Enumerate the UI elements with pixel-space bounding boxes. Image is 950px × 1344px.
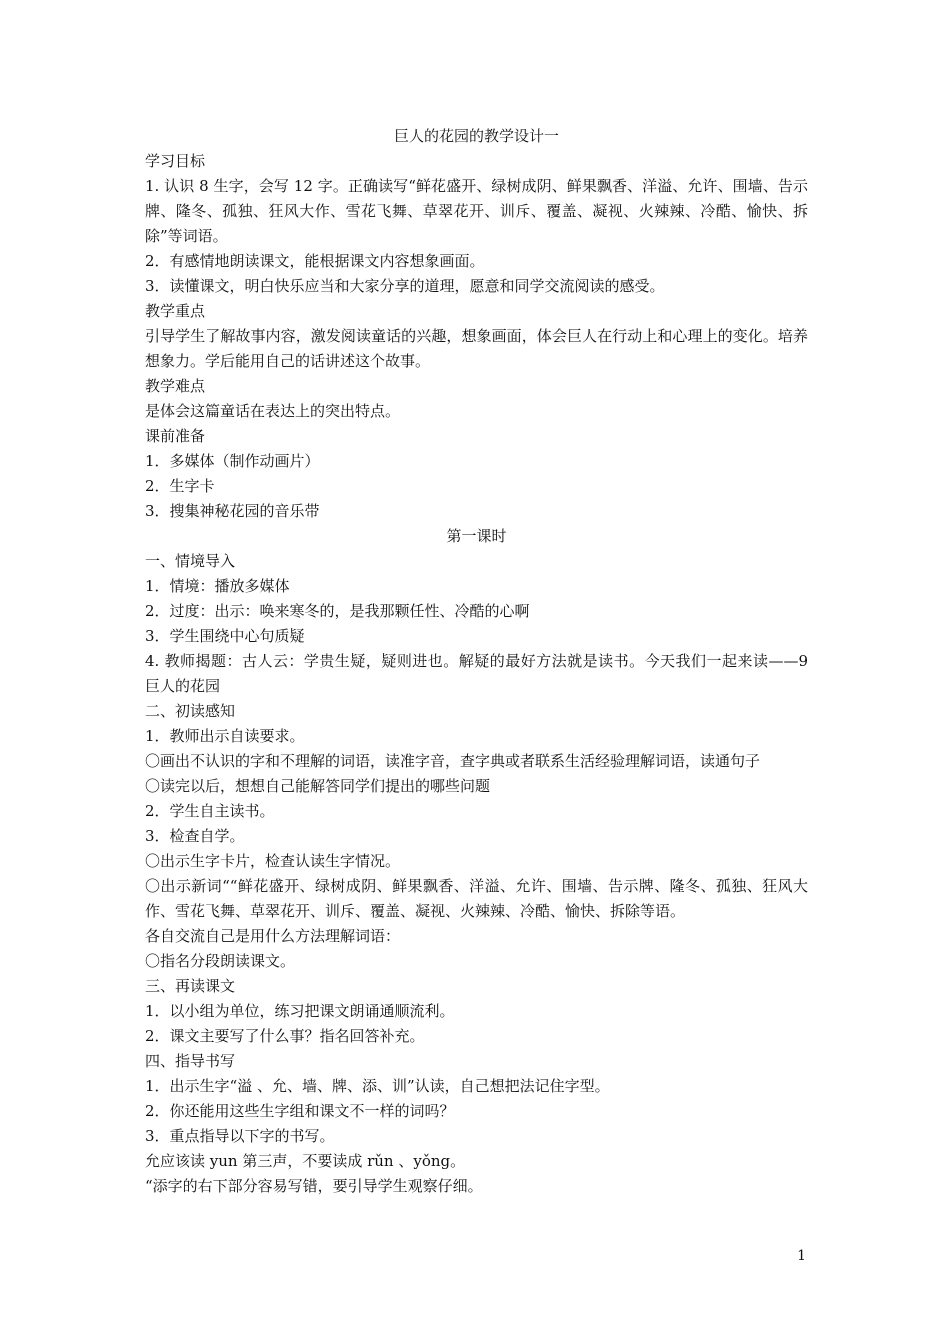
text-line: 1．情境：播放多媒体 — [145, 577, 290, 595]
text-line: 〇指名分段朗读课文。 — [145, 952, 296, 970]
text-line: 教学难点 — [145, 377, 206, 395]
text-line: “添字的右下部分容易写错，要引导学生观察仔细。 — [145, 1177, 483, 1195]
text-line: 2．学生自主读书。 — [145, 802, 275, 820]
text-line: 3．检查自学。 — [145, 827, 245, 845]
text-line: 2．有感情地朗读课文，能根据课文内容想象画面。 — [145, 252, 485, 270]
text-line: 4. 教师揭题：古人云：学贵生疑，疑则进也。解疑的最好方法就是读书。今天我们一起来读——9 巨人的花园 — [145, 652, 813, 695]
text-line: 学习目标 — [145, 152, 206, 170]
page-number: 1 — [797, 1248, 806, 1264]
text-line: 3．读懂课文，明白快乐应当和大家分享的道理，愿意和同学交流阅读的感受。 — [145, 277, 665, 295]
text-line: 三、再读课文 — [145, 977, 236, 995]
text-line: 1. 认识 8 生字，会写 12 字。正确读写“鲜花盛开、绿树成阴、鲜果飘香、洋溢、允许、围墙、告示牌、隆冬、孤独、狂风大作、雪花飞舞、草翠花开、训斥、覆盖、凝视、火辣辣、冷酷、愉快、拆除”等词语。 — [145, 177, 808, 245]
text-line: 教学重点 — [145, 302, 206, 320]
text-line: 〇读完以后，想想自己能解答同学们提出的哪些问题 — [145, 777, 491, 795]
text-line: 允应该读 yun 第三声，不要读成 rǔn 、yǒng。 — [145, 1152, 466, 1170]
text-line: 3．重点指导以下字的书写。 — [145, 1127, 335, 1145]
document-lines — [145, 149, 813, 1199]
document-body — [145, 124, 813, 1199]
document-title: 巨人的花园的教学设计一 — [393, 127, 559, 145]
text-line: 1．以小组为单位，练习把课文朗诵通顺流利。 — [145, 1002, 455, 1020]
text-line: 3．学生围绕中心句质疑 — [145, 627, 305, 645]
text-line: 一、情境导入 — [145, 552, 236, 570]
text-line: 引导学生了解故事内容，激发阅读童话的兴趣，想象画面，体会巨人在行动上和心理上的变化。培养想象力。学后能用自己的话讲述这个故事。 — [145, 327, 808, 370]
text-line: 是体会这篇童话在表达上的突出特点。 — [145, 402, 401, 420]
text-line: 1．出示生字“溢 、允、墙、牌、添、训”认读，自己想把法记住字型。 — [145, 1077, 610, 1095]
text-line: 〇出示生字卡片，检查认读生字情况。 — [145, 852, 401, 870]
text-line: 3．搜集神秘花园的音乐带 — [145, 502, 320, 520]
text-line: 课前准备 — [145, 427, 206, 445]
text-line: 〇出示新词““鲜花盛开、绿树成阴、鲜果飘香、洋溢、允许、围墙、告示牌、隆冬、孤独、狂风大作、雪花飞舞、草翠花开、训斥、覆盖、凝视、火辣辣、冷酷、愉快、拆除等语。 — [145, 877, 808, 920]
section-heading: 第一课时 — [446, 527, 507, 545]
text-line: 2．你还能用这些生字组和课文不一样的词吗？ — [145, 1102, 455, 1120]
text-line: 1．教师出示自读要求。 — [145, 727, 305, 745]
text-line: 四、指导书写 — [145, 1052, 236, 1070]
text-line: 2．生字卡 — [145, 477, 215, 495]
text-line: 2．过度：出示：唤来寒冬的，是我那颗任性、冷酷的心啊 — [145, 602, 530, 620]
text-line: 2．课文主要写了什么事？指名回答补充。 — [145, 1027, 425, 1045]
text-line: 二、初读感知 — [145, 702, 236, 720]
text-line: 1．多媒体（制作动画片） — [145, 452, 320, 470]
text-line: 〇画出不认识的字和不理解的词语，读准字音，查字典或者联系生活经验理解词语，读通句子 — [145, 752, 761, 770]
text-line: 各自交流自己是用什么方法理解词语： — [145, 927, 401, 945]
